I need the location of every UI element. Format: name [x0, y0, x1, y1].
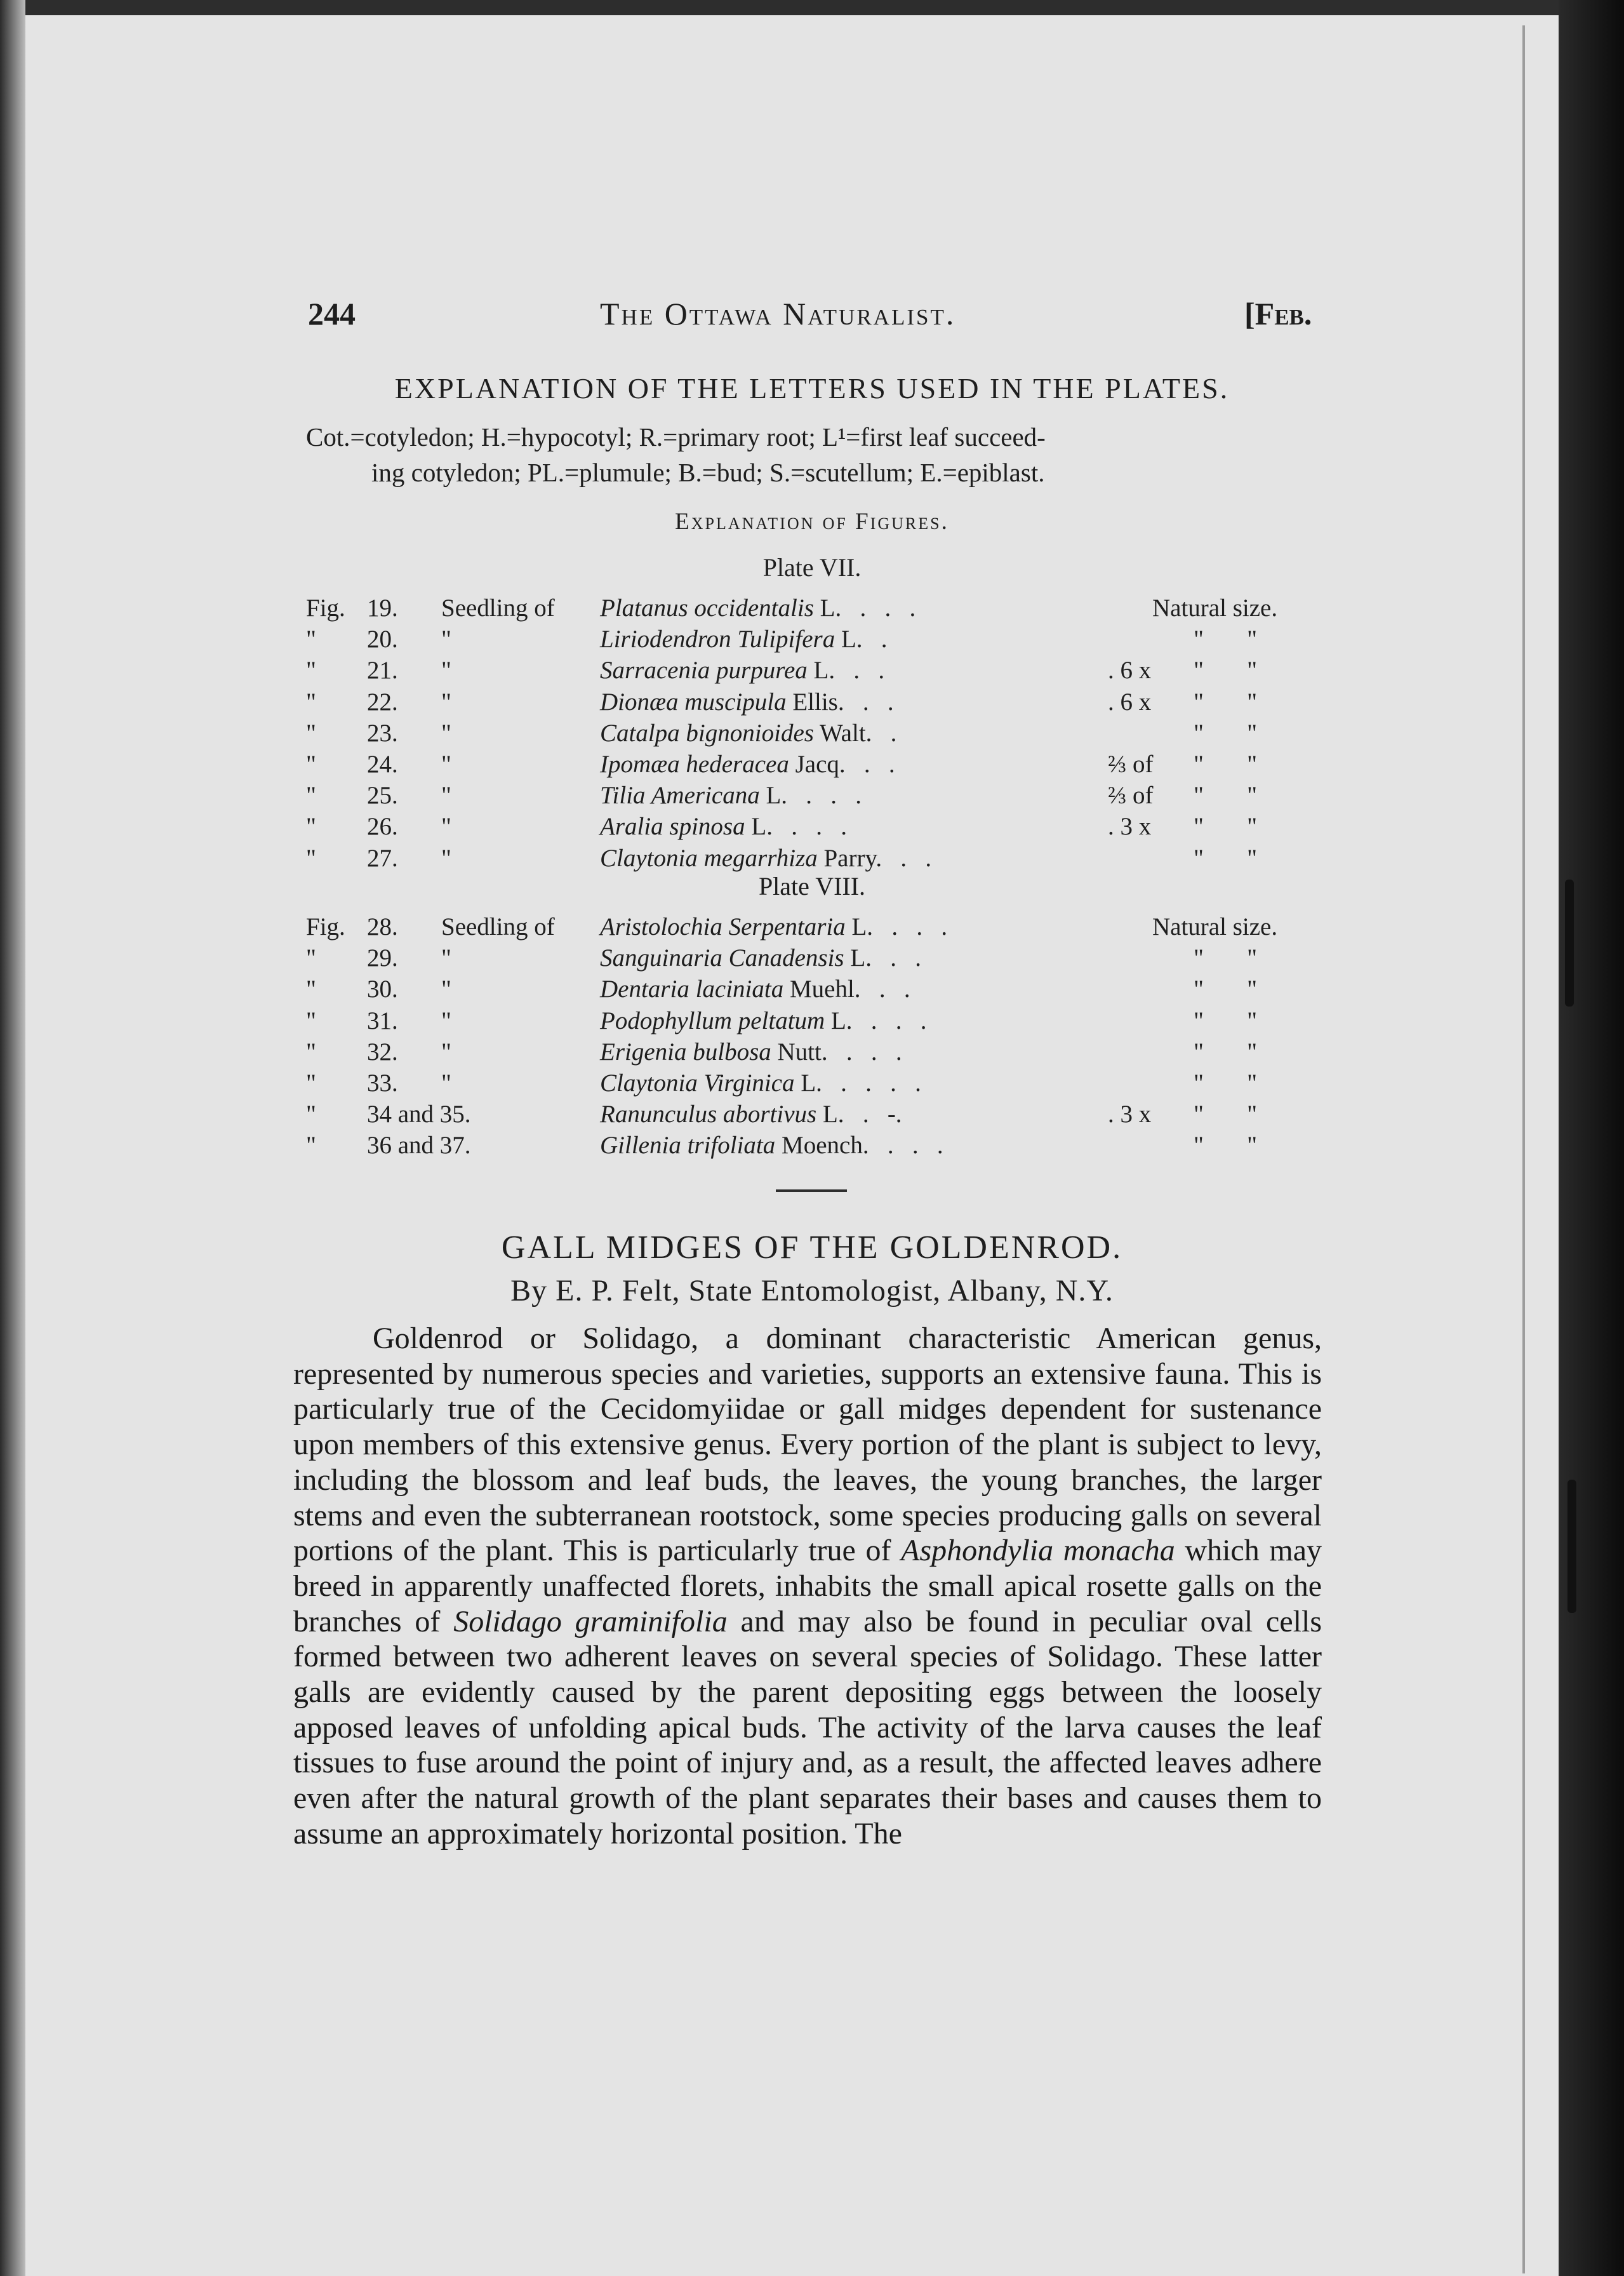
figure-label: " [306, 1038, 316, 1066]
figure-number: 32. [367, 1038, 398, 1066]
figure-number: 29. [367, 944, 398, 972]
seedling-label: " [441, 813, 451, 841]
figure-row [0, 1100, 1624, 1132]
figure-number: 20. [367, 626, 398, 653]
italic-species-name: Solidago graminifolia [453, 1604, 728, 1638]
figure-row [0, 656, 1624, 688]
figure-row [0, 594, 1624, 626]
species-binomial: Liriodendron Tulipifera [600, 626, 835, 653]
species-binomial: Dionæa muscipula [600, 688, 787, 716]
species-binomial: Aralia spinosa [600, 813, 745, 841]
figure-number: 27. [367, 844, 398, 872]
figure-label: Fig. [306, 913, 345, 941]
seedling-label: " [441, 751, 451, 778]
leader-dots: . [872, 719, 897, 747]
species-binomial: Catalpa bignonioides [600, 719, 814, 747]
species-binomial: Gillenia trifoliata [600, 1132, 776, 1160]
size-note: " " [1194, 626, 1258, 653]
species-binomial: Claytonia Virginica [600, 1069, 795, 1097]
figure-number: 25. [367, 782, 398, 810]
plate-vii-title: Plate VII. [762, 553, 862, 582]
figure-row [0, 812, 1624, 844]
species-name [600, 1131, 943, 1160]
species-binomial: Claytonia megarrhiza [600, 844, 818, 872]
seedling-label: " [441, 657, 451, 685]
species-author: L. [845, 913, 874, 941]
seedling-label: " [441, 944, 451, 972]
species-binomial: Ipomæa hederacea [600, 751, 789, 778]
body-text-run: and may also be found in peculiar oval cells formed between two adherent leaves on several species of Solidago. These latter galls are evidently caused by the parent depositing eggs between the loosely apposed leaves of unfolding apical buds. The activity of the larva causes the leaf tissues to fuse around the point of injury and, as a result, the affected leaves adhere even after the natural growth of the plant separates their bases and causes them to assume an approximately horizontal position. The [293, 1604, 1322, 1851]
page-number: 244 [308, 296, 356, 331]
leader-dots: . . [844, 688, 894, 716]
italic-species-name: Asphondylia monacha [901, 1534, 1175, 1568]
species-binomial: Aristolochia Serpentaria [600, 913, 846, 941]
figure-number: 36 and 37. [367, 1132, 471, 1160]
species-name [600, 913, 947, 941]
figure-row [0, 625, 1624, 657]
size-note: " " [1194, 844, 1258, 872]
size-note: " " [1194, 719, 1258, 747]
figure-number: 24. [367, 751, 398, 778]
species-name [600, 844, 931, 873]
figure-row [0, 1069, 1624, 1101]
species-author: Nutt. [771, 1038, 828, 1066]
species-binomial: Tilia Americana [600, 782, 760, 810]
species-author: Ellis. [786, 688, 844, 716]
figure-row [0, 719, 1624, 751]
species-name [600, 812, 847, 841]
seedling-label: " [441, 688, 451, 716]
article-title: GALL MIDGES OF THE GOLDENROD. [501, 1229, 1123, 1266]
figure-row [0, 1007, 1624, 1038]
size-note: Natural size. [1152, 594, 1278, 622]
issue-month: [Feb. [1244, 296, 1312, 331]
seedling-label: " [441, 782, 451, 810]
leader-dots: . . [835, 657, 885, 685]
species-author: L. [816, 1101, 844, 1128]
species-author: Muehl. [783, 975, 861, 1003]
species-name [600, 1038, 902, 1066]
leader-dots: . . . [772, 813, 847, 841]
species-author: L. [745, 813, 773, 841]
species-binomial: Erigenia bulbosa [600, 1038, 771, 1066]
seedling-label: " [441, 719, 451, 747]
species-author: Parry. [817, 844, 882, 872]
size-note: " " [1194, 975, 1258, 1003]
size-note: " " [1194, 751, 1258, 778]
size-note: " " [1194, 1132, 1258, 1160]
species-author: L. [759, 782, 788, 810]
section-divider [776, 1189, 847, 1192]
figure-row [0, 688, 1624, 720]
leader-dots: . . . [869, 1132, 943, 1160]
figure-label: " [306, 751, 316, 778]
figure-label: " [306, 626, 316, 653]
figure-label: Fig. [306, 594, 345, 622]
leader-dots: . . [882, 844, 932, 872]
figure-row [0, 944, 1624, 975]
leader-dots: . . [871, 944, 921, 972]
seedling-label: " [441, 844, 451, 872]
figure-label: " [306, 844, 316, 872]
leader-dots: . . . . [822, 1069, 921, 1097]
seedling-label: Seedling of [441, 913, 555, 941]
scan-top-border [0, 0, 1559, 15]
figure-label: " [306, 813, 316, 841]
body-text-run: which may breed in apparently unaffected florets, inhabits the small apical rosette galls on the branches of [293, 1534, 1322, 1638]
species-binomial: Ranunculus abortivus [600, 1101, 817, 1128]
figure-label: " [306, 944, 316, 972]
figure-row [0, 781, 1624, 813]
scan-right-border [1559, 0, 1624, 2276]
species-author: Moench. [775, 1132, 869, 1160]
species-binomial: Sarracenia purpurea [600, 657, 808, 685]
size-note: " " [1194, 1101, 1258, 1128]
figure-label: " [306, 1101, 316, 1128]
figure-row [0, 975, 1624, 1007]
size-note: " " [1194, 782, 1258, 810]
leader-dots: . [862, 626, 888, 653]
abbreviations-line-2: ing cotyledon; PL.=plumule; B.=bud; S.=scutellum; E.=epiblast. [371, 458, 1045, 487]
figure-label: " [306, 1132, 316, 1160]
size-note: " " [1194, 1038, 1258, 1066]
leader-dots: . . . [852, 1007, 927, 1034]
size-note: " " [1194, 1069, 1258, 1097]
figure-row [0, 913, 1624, 944]
species-name [600, 944, 921, 972]
plate-viii-title: Plate VIII. [758, 872, 866, 900]
species-author: L. [807, 657, 835, 685]
body-text-run: Goldenrod or Solidago, a dominant characteristic American genus, represented by numerous species and varieties, supports an extensive fauna. This is particularly true of the Cecidomyiidae or gall midges dependent for sustenance upon members of this extensive genus. Every portion of the plant is subject to levy, including the blossom and leaf buds, the leaves, the young branches, the larger stems and even the subterranean rootstock, some species producing galls on several portions of the plant. This is particularly true of [293, 1322, 1322, 1568]
leader-dots: . . . [827, 1038, 902, 1066]
species-name [600, 975, 910, 1003]
figure-number: 30. [367, 975, 398, 1003]
figures-heading: Explanation of Figures. [675, 509, 949, 535]
figure-label: " [306, 975, 316, 1003]
species-name [600, 719, 896, 747]
seedling-label: Seedling of [441, 594, 555, 622]
species-author: L. [813, 594, 842, 622]
species-binomial: Platanus occidentalis [600, 594, 814, 622]
figure-number: 28. [367, 913, 398, 941]
figure-number: 33. [367, 1069, 398, 1097]
size-note: " " [1194, 657, 1258, 685]
figure-label: " [306, 782, 316, 810]
species-name [600, 688, 894, 716]
species-name [600, 1100, 902, 1128]
figure-label: " [306, 688, 316, 716]
seedling-label: " [441, 975, 451, 1003]
leader-dots: . -. [844, 1101, 902, 1128]
species-name [600, 750, 895, 779]
species-name [600, 594, 915, 622]
figure-row [0, 750, 1624, 782]
magnification: . 3 x [1108, 813, 1152, 841]
size-note: " " [1194, 1007, 1258, 1034]
species-binomial: Dentaria laciniata [600, 975, 784, 1003]
size-note: " " [1194, 813, 1258, 841]
magnification: . 6 x [1108, 688, 1152, 716]
species-name [600, 656, 884, 685]
size-note: Natural size. [1152, 913, 1278, 941]
species-author: L. [844, 944, 872, 972]
species-name [600, 625, 888, 653]
magnification: . 3 x [1108, 1101, 1152, 1128]
figure-number: 22. [367, 688, 398, 716]
figure-number: 21. [367, 657, 398, 685]
species-binomial: Sanguinaria Canadensis [600, 944, 844, 972]
species-author: L. [794, 1069, 822, 1097]
figure-number: 34 and 35. [367, 1101, 471, 1128]
magnification: . 6 x [1108, 657, 1152, 685]
species-author: Jacq. [789, 751, 846, 778]
figure-row [0, 1131, 1624, 1163]
seedling-label: " [441, 1069, 451, 1097]
abbreviations-line-1: Cot.=cotyledon; H.=hypocotyl; R.=primary root; L¹=first leaf succeed- [306, 422, 1046, 452]
magnification: ⅔ of [1108, 751, 1154, 778]
species-name [600, 1069, 921, 1097]
leader-dots: . . . [873, 913, 948, 941]
figure-label: " [306, 1007, 316, 1034]
journal-title: The Ottawa Naturalist. [600, 296, 956, 331]
species-author: Walt. [813, 719, 872, 747]
species-author: L. [835, 626, 863, 653]
species-name [600, 1007, 927, 1035]
seedling-label: " [441, 1007, 451, 1034]
margin-mark [1567, 1480, 1576, 1613]
leader-dots: . . [860, 975, 910, 1003]
seedling-label: " [441, 626, 451, 653]
magnification: ⅔ of [1108, 782, 1154, 810]
letters-heading: EXPLANATION OF THE LETTERS USED IN THE PLATES. [394, 372, 1230, 405]
figure-row [0, 844, 1624, 876]
species-name [600, 781, 862, 810]
figure-number: 19. [367, 594, 398, 622]
article-byline: By E. P. Felt, State Entomologist, Albany, N.Y. [510, 1274, 1114, 1308]
species-author: L. [825, 1007, 853, 1034]
species-binomial: Podophyllum peltatum [600, 1007, 825, 1034]
leader-dots: . . [845, 751, 895, 778]
figure-row [0, 1038, 1624, 1069]
figure-label: " [306, 1069, 316, 1097]
figure-number: 23. [367, 719, 398, 747]
size-note: " " [1194, 944, 1258, 972]
margin-mark [1565, 880, 1574, 1007]
size-note: " " [1194, 688, 1258, 716]
figure-number: 26. [367, 813, 398, 841]
figure-number: 31. [367, 1007, 398, 1034]
figure-label: " [306, 719, 316, 747]
seedling-label: " [441, 1038, 451, 1066]
figure-label: " [306, 657, 316, 685]
leader-dots: . . . [841, 594, 916, 622]
leader-dots: . . . [787, 782, 862, 810]
article-body [293, 1321, 1322, 1852]
